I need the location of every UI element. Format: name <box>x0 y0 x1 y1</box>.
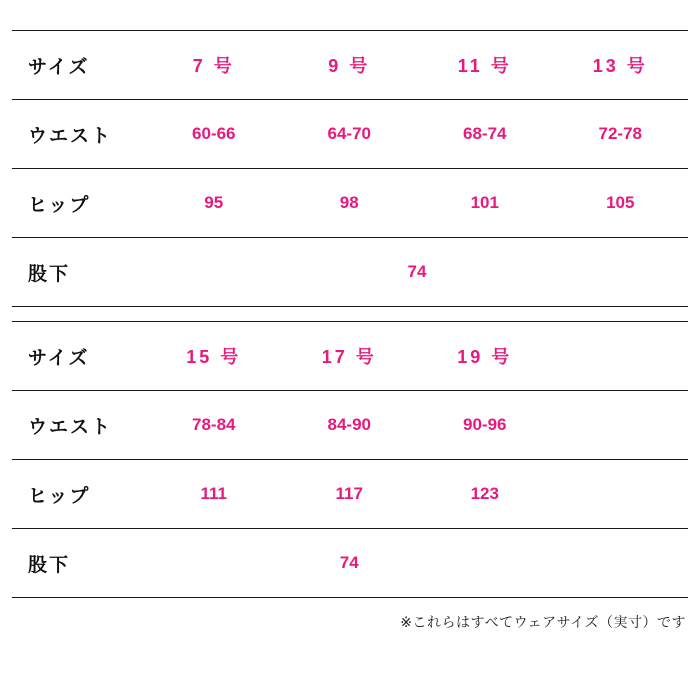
cell-size-15: 15 号 <box>146 322 282 391</box>
cell-waist-9: 64-70 <box>282 100 418 169</box>
cell-inseam-all: 74 <box>146 238 688 307</box>
cell-hip-9: 98 <box>282 169 418 238</box>
footnote: ※これらはすべてウェアサイズ（実寸）です <box>400 614 686 630</box>
cell-hip-13: 105 <box>553 169 689 238</box>
size-table-upper <box>12 30 688 307</box>
row-label-hip: ヒップ <box>12 169 146 238</box>
cell-waist-13: 72-78 <box>553 100 689 169</box>
table-row <box>12 238 688 307</box>
cell-hip-11: 101 <box>417 169 553 238</box>
cell-size-11: 11 号 <box>417 31 553 100</box>
size-table-lower <box>12 321 688 598</box>
table-row <box>12 529 688 598</box>
row-label-size-2: サイズ <box>12 322 146 391</box>
table-row <box>12 31 688 100</box>
cell-inseam-19 <box>417 529 553 598</box>
cell-waist-7: 60-66 <box>146 100 282 169</box>
cell-hip-17: 117 <box>282 460 418 529</box>
cell-waist-17: 84-90 <box>282 391 418 460</box>
cell-waist-11: 68-74 <box>417 100 553 169</box>
cell-waist-blank <box>553 391 689 460</box>
cell-waist-19: 90-96 <box>417 391 553 460</box>
cell-size-9: 9 号 <box>282 31 418 100</box>
cell-hip-15: 111 <box>146 460 282 529</box>
cell-hip-blank <box>553 460 689 529</box>
table-row <box>12 169 688 238</box>
cell-size-7: 7 号 <box>146 31 282 100</box>
cell-size-17: 17 号 <box>282 322 418 391</box>
cell-inseam-all-2: 74 <box>282 529 418 598</box>
table-row <box>12 391 688 460</box>
table-row <box>12 322 688 391</box>
cell-inseam-15 <box>146 529 282 598</box>
table-gap <box>12 307 688 321</box>
cell-waist-15: 78-84 <box>146 391 282 460</box>
cell-size-blank <box>553 322 689 391</box>
cell-hip-19: 123 <box>417 460 553 529</box>
row-label-waist-2: ウエスト <box>12 391 146 460</box>
cell-size-13: 13 号 <box>553 31 689 100</box>
row-label-inseam-2: 股下 <box>12 529 146 598</box>
row-label-waist: ウエスト <box>12 100 146 169</box>
cell-inseam-blank <box>553 529 689 598</box>
table-row <box>12 460 688 529</box>
row-label-hip-2: ヒップ <box>12 460 146 529</box>
cell-hip-7: 95 <box>146 169 282 238</box>
row-label-inseam: 股下 <box>12 238 146 307</box>
row-label-size: サイズ <box>12 31 146 100</box>
table-row <box>12 100 688 169</box>
cell-size-19: 19 号 <box>417 322 553 391</box>
